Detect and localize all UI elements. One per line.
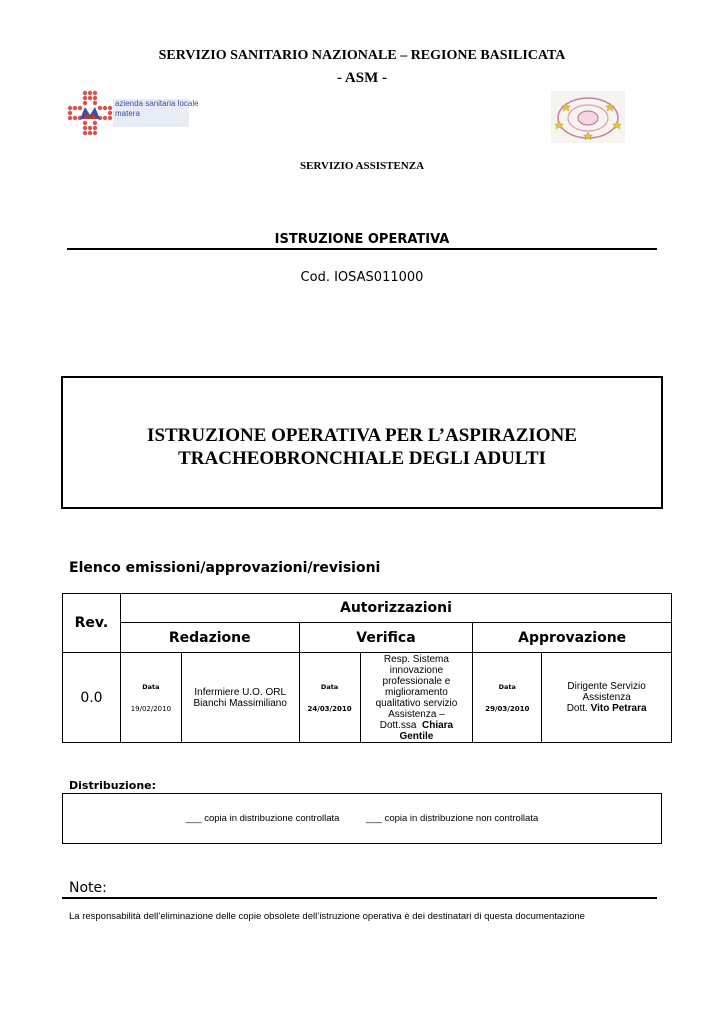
verifica-role-line: Resp. Sistema xyxy=(383,653,449,665)
approvazione-role-line: Dirigente Servizio xyxy=(567,681,646,692)
data-label: Data xyxy=(498,682,516,691)
verifica-date: 24/03/2010 xyxy=(307,704,352,713)
distribuzione-options xyxy=(63,813,661,824)
distribuzione-title: Distribuzione: xyxy=(69,779,157,792)
document-title xyxy=(63,424,661,470)
verifica-role-line: innovazione xyxy=(389,664,444,676)
verifica-header: Verifica xyxy=(299,623,473,653)
document-code: Cod. IOSAS011000 xyxy=(300,270,424,285)
note-title: Note: xyxy=(69,880,107,896)
distribuzione-box xyxy=(62,793,662,844)
verifica-date-cell xyxy=(299,653,360,743)
note-divider xyxy=(62,897,657,899)
approvazione-header: Approvazione xyxy=(473,623,672,653)
rev-header: Rev. xyxy=(63,594,121,653)
verifica-name-first: Chiara xyxy=(421,719,454,731)
header-line-2: - ASM - xyxy=(337,70,387,86)
rev-value: 0.0 xyxy=(63,653,121,743)
verifica-prefix: Dott.ssa xyxy=(379,719,417,731)
verifica-role-line: qualitativo servizio xyxy=(375,697,458,709)
verifica-role-line: professionale e xyxy=(382,675,451,687)
data-label: Data xyxy=(142,682,160,691)
document-title-line-1: ISTRUZIONE OPERATIVA PER L’ASPIRAZIONE xyxy=(147,425,577,446)
divider xyxy=(67,248,657,250)
approvazione-author xyxy=(542,653,672,743)
header-line-1: SERVIZIO SANITARIO NAZIONALE – REGIONE BASILICATA xyxy=(158,48,566,63)
table-row xyxy=(63,653,672,743)
redazione-author xyxy=(181,653,299,743)
note-text: La responsabilità dell’eliminazione delle copie obsolete dell’istruzione operativa è dei destinatari di questa documentazione xyxy=(69,911,585,922)
document-title-line-2: TRACHEOBRONCHIALE DEGLI ADULTI xyxy=(178,448,546,469)
data-label: Data xyxy=(320,682,339,691)
verifica-name-line xyxy=(361,720,473,731)
verifica-name-last: Gentile xyxy=(399,730,434,742)
asl-matera-logo xyxy=(67,89,199,139)
verifica-role-line: miglioramento xyxy=(385,686,448,698)
verifica-author xyxy=(360,653,473,743)
approvazione-date: 29/03/2010 xyxy=(485,704,530,713)
logo-text-1: azienda sanitaria locale xyxy=(115,99,199,108)
redazione-date: 19/02/2010 xyxy=(130,704,172,713)
servizio-assistenza: SERVIZIO ASSISTENZA xyxy=(299,160,425,172)
redazione-header: Redazione xyxy=(120,623,299,653)
elenco-title: Elenco emissioni/approvazioni/revisioni xyxy=(69,560,381,576)
approvazione-name-line xyxy=(542,703,671,714)
autorizzazioni-header: Autorizzazioni xyxy=(120,594,671,623)
approvazione-prefix: Dott. xyxy=(566,703,588,714)
istruzione-title: ISTRUZIONE OPERATIVA xyxy=(274,232,450,247)
approvazione-role-line: Assistenza xyxy=(582,692,631,703)
redazione-role: Infermiere U.O. ORL xyxy=(194,686,287,698)
revisions-table xyxy=(62,593,672,743)
emblem-logo xyxy=(551,91,625,143)
redazione-date-cell xyxy=(120,653,181,743)
logo-text-2: matera xyxy=(115,109,140,118)
approvazione-name: Vito Petrara xyxy=(590,703,647,714)
redazione-name: Bianchi Massimiliano xyxy=(193,697,287,709)
approvazione-date-cell xyxy=(473,653,542,743)
distribuzione-non-controllata: ___ copia in distribuzione non controllata xyxy=(366,813,539,824)
verifica-role-line: Assistenza – xyxy=(388,708,445,720)
verifica-name-line-2 xyxy=(361,731,473,742)
distribuzione-controllata: ___ copia in distribuzione controllata xyxy=(185,813,340,824)
document-title-box xyxy=(61,376,663,509)
